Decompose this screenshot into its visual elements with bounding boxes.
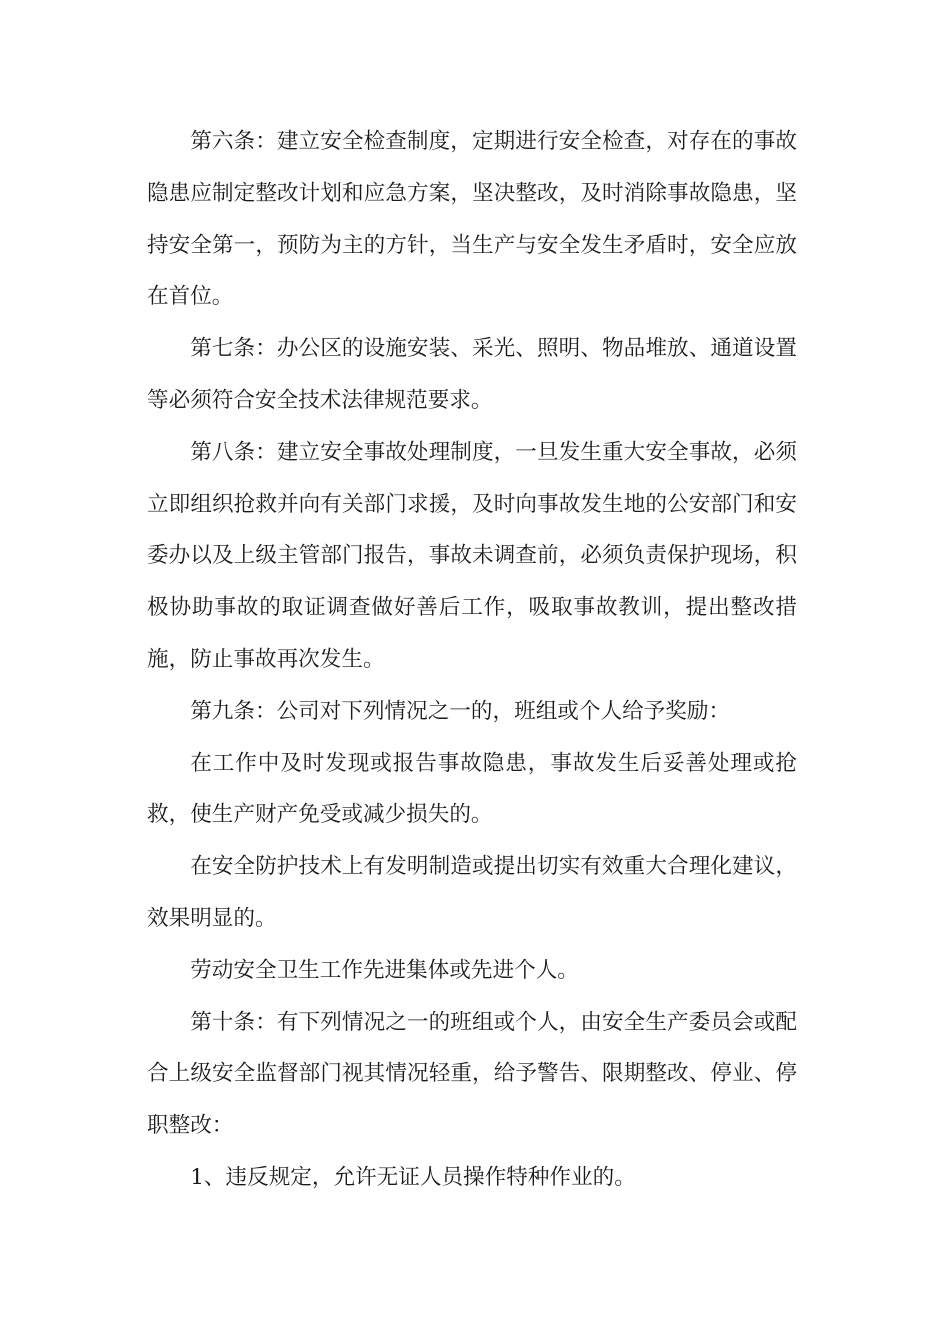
paragraph-reward-item-3: 劳动安全卫生工作先进集体或先进个人。 xyxy=(190,957,579,983)
paragraph-article-7: 第七条：办公区的设施安装、采光、照明、物品堆放、通道设置等必须符合安全技术法律规范要求。 xyxy=(147,336,797,413)
paragraph-article-9: 第九条：公司对下列情况之一的，班组或个人给予奖励： xyxy=(190,698,731,724)
paragraph-article-8: 第八条：建立安全事故处理制度，一旦发生重大安全事故，必须立即组织抢救并向有关部门求援，及时向事故发生地的公安部门和安委办以及上级主管部门报告，事故未调查前，必须负责保护现场，积极协助事故的取证调查做好善后工作，吸取事故教训，提出整改措施，防止事故再次发生。 xyxy=(147,439,797,672)
document-body xyxy=(147,116,797,1204)
paragraph-reward-item-1: 在工作中及时发现或报告事故隐患，事故发生后妥善处理或抢救，使生产财产免受或减少损失的。 xyxy=(147,750,797,828)
paragraph-article-6: 第六条：建立安全检查制度，定期进行安全检查，对存在的事故隐患应制定整改计划和应急方案，坚决整改，及时消除事故隐患，坚持安全第一，预防为主的方针，当生产与安全发生矛盾时，安全应放在首位。 xyxy=(147,129,797,310)
paragraph-reward-item-2: 在安全防护技术上有发明制造或提出切实有效重大合理化建议，效果明显的。 xyxy=(147,854,797,931)
paragraph-penalty-item-1: 1、违反规定，允许无证人员操作特种作业的。 xyxy=(190,1164,636,1190)
paragraph-article-10: 第十条：有下列情况之一的班组或个人，由安全生产委员会或配合上级安全监督部门视其情况轻重，给予警告、限期整改、停业、停职整改： xyxy=(147,1009,797,1139)
